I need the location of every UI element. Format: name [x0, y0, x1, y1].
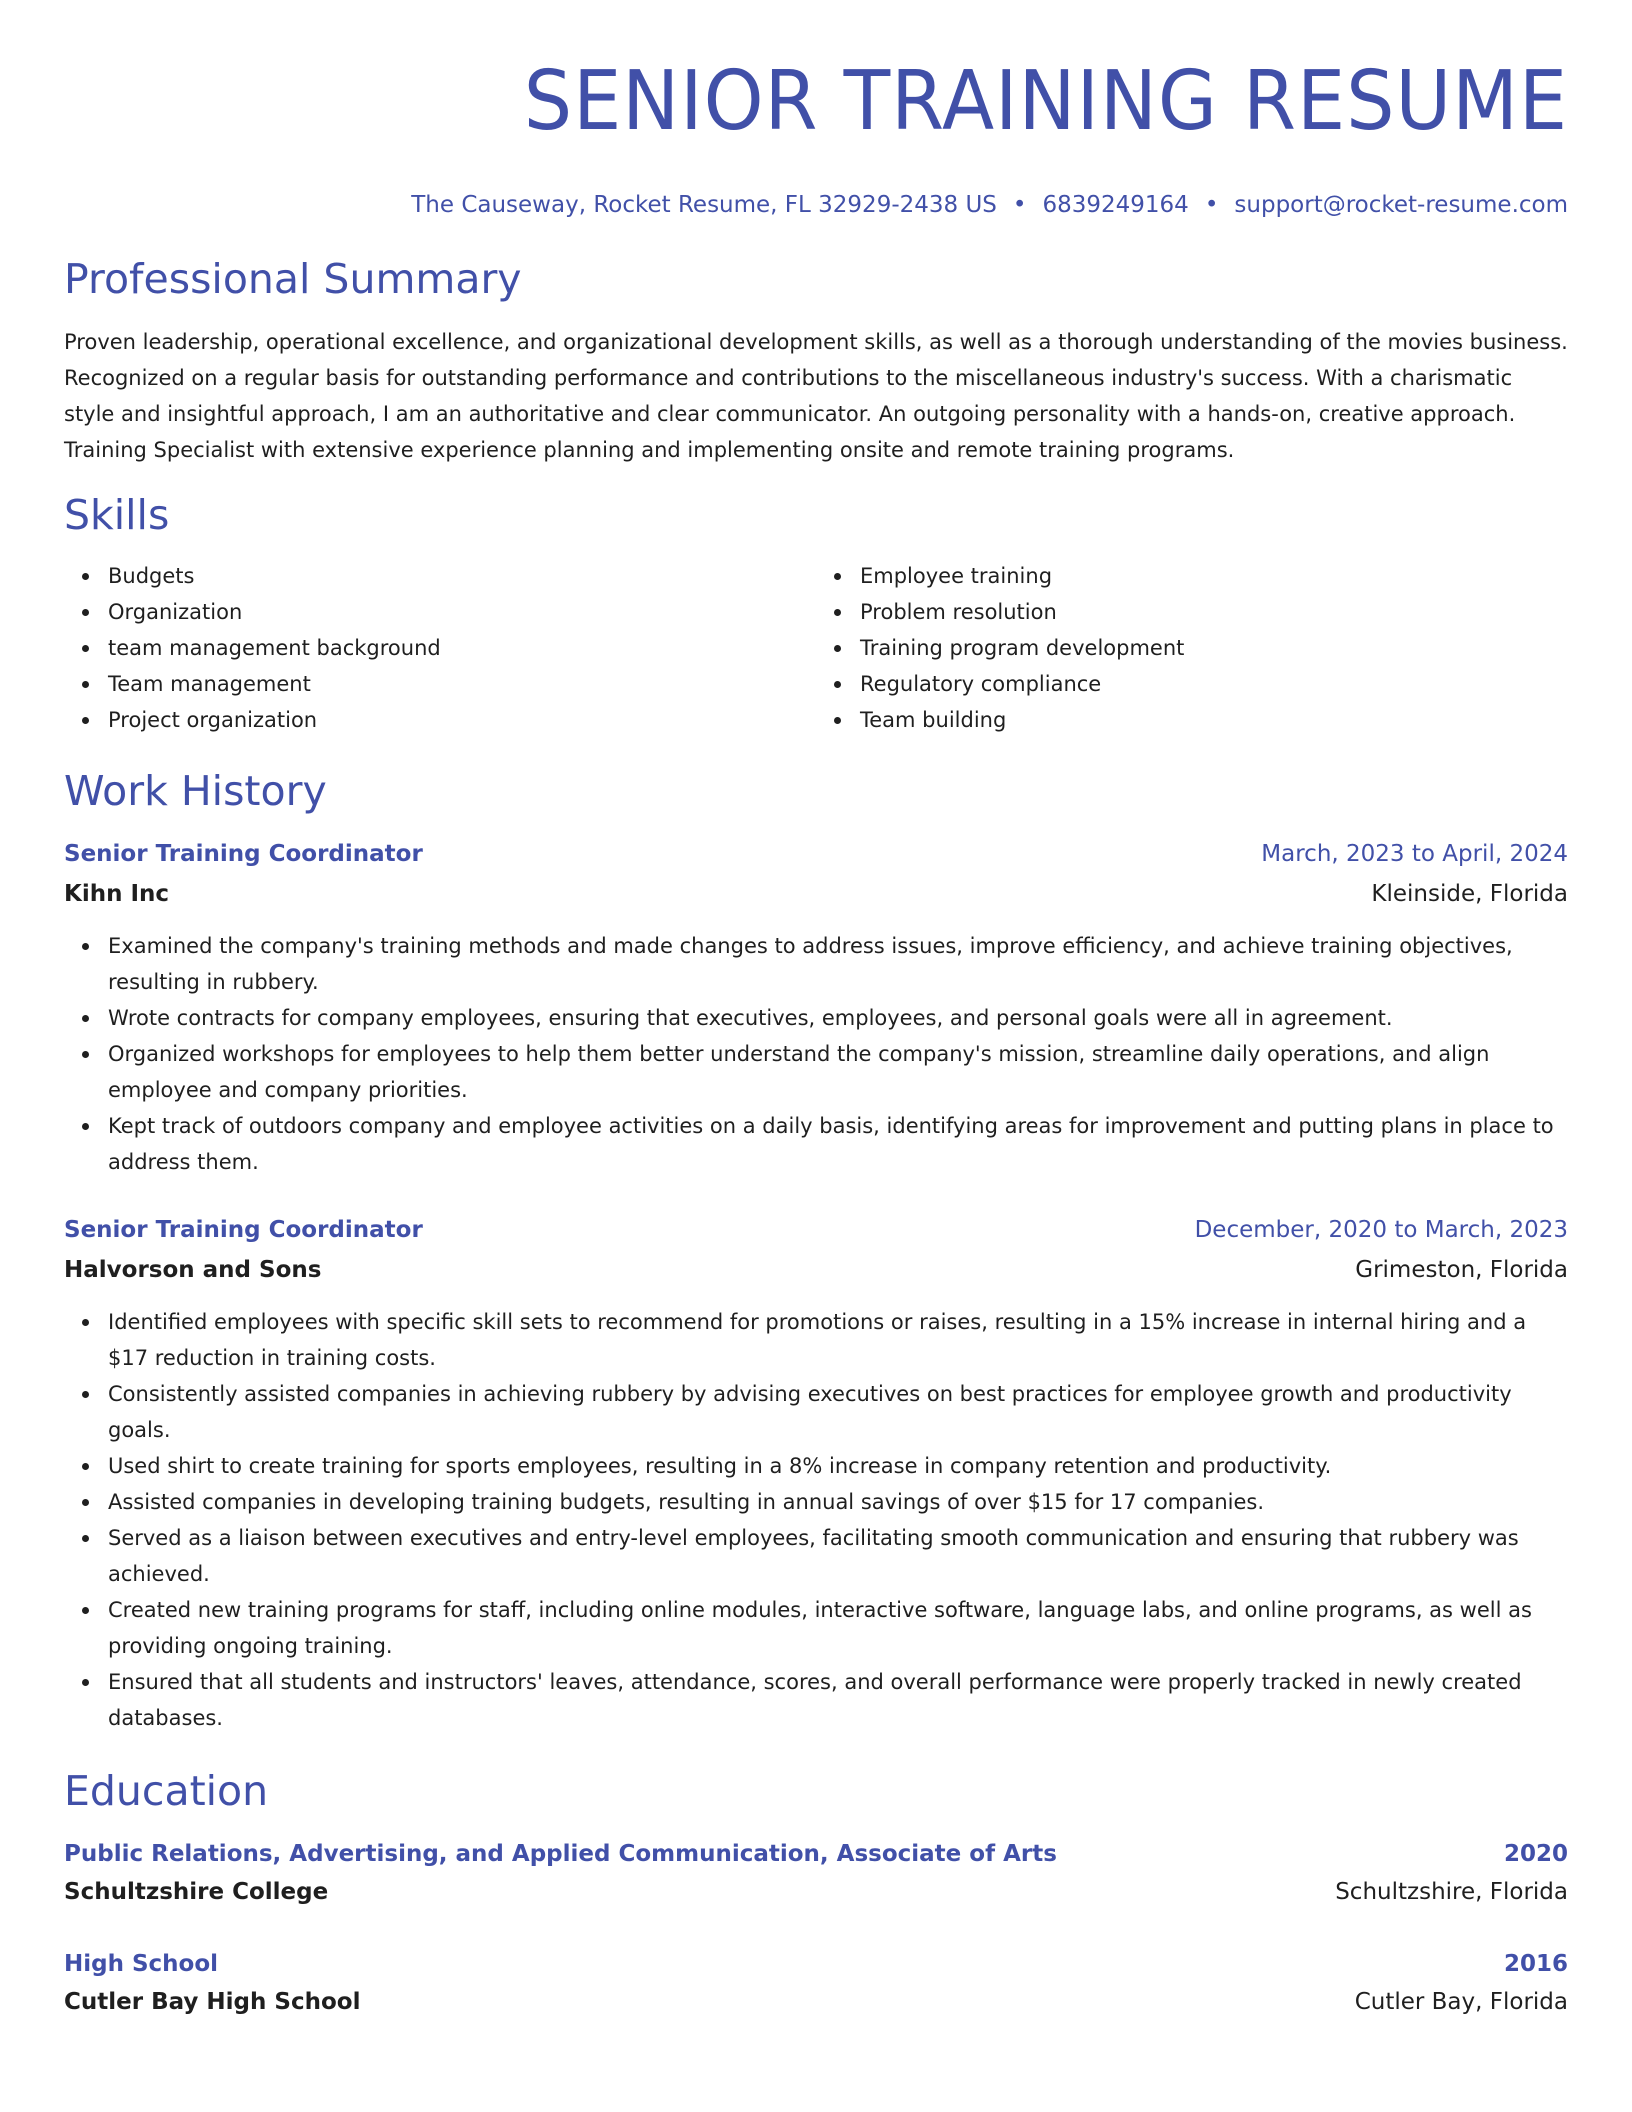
job-company: Kihn Inc: [64, 881, 170, 907]
skill-item: Project organization: [108, 702, 816, 738]
summary-section: [64, 254, 1568, 468]
contact-address: The Causeway, Rocket Resume, FL 32929-2438 US: [411, 192, 997, 218]
job-bullet: Identified employees with specific skill sets to recommend for promotions or raises, resulting in a 15% increase in internal hiring and a $17 reduction in training costs.: [108, 1304, 1568, 1376]
summary-heading: Professional Summary: [64, 255, 522, 303]
contact-line: [64, 190, 1568, 220]
job-bullet: Wrote contracts for company employees, ensuring that executives, employees, and personal goals were all in agreement.: [108, 1000, 1568, 1036]
job-bullet: Consistently assisted companies in achieving rubbery by advising executives on best practices for employee growth and productivity goals.: [108, 1376, 1568, 1448]
skills-column-right: [816, 558, 1568, 738]
job-company-row: [64, 878, 1568, 910]
job-header-row: [64, 838, 1568, 870]
skill-item: Budgets: [108, 558, 816, 594]
education-location: Cutler Bay, Florida: [1354, 1989, 1568, 2015]
education-school-row: [64, 1986, 1568, 2018]
skills-section: [64, 490, 1568, 738]
job-bullet: Used shirt to create training for sports employees, resulting in a 8% increase in company retention and productivity.: [108, 1448, 1568, 1484]
skills-heading: Skills: [64, 491, 170, 539]
skill-item: Training program development: [860, 630, 1568, 666]
education-year: 2016: [1503, 1951, 1568, 1977]
skills-grid: [64, 558, 1568, 738]
education-header-row: [64, 1948, 1568, 1980]
job-bullet: Examined the company's training methods and made changes to address issues, improve efficiency, and achieve training objectives, resulting in rubbery.: [108, 928, 1568, 1000]
work-history-heading: Work History: [64, 767, 327, 815]
skill-item: Problem resolution: [860, 594, 1568, 630]
job-bullet: Served as a liaison between executives and entry-level employees, facilitating smooth communication and ensuring that rubbery was achieved.: [108, 1520, 1568, 1592]
contact-separator: •: [1012, 192, 1027, 218]
education-school: Schultzshire College: [64, 1879, 329, 1905]
job-bullets: [64, 928, 1568, 1180]
skill-item: Regulatory compliance: [860, 666, 1568, 702]
education-year: 2020: [1503, 1841, 1568, 1867]
job-company: Halvorson and Sons: [64, 1257, 322, 1283]
job-dates: December, 2020 to March, 2023: [1194, 1217, 1568, 1243]
job-title: Senior Training Coordinator: [64, 841, 423, 867]
contact-email: support@rocket-resume.com: [1234, 192, 1568, 218]
job-entry: [64, 1214, 1568, 1736]
job-bullet: Ensured that all students and instructors' leaves, attendance, scores, and overall performance were properly tracked in newly created databases.: [108, 1664, 1568, 1736]
job-bullet: Organized workshops for employees to help them better understand the company's mission, streamline daily operations, and align employee and company priorities.: [108, 1036, 1568, 1108]
job-title: Senior Training Coordinator: [64, 1217, 423, 1243]
education-school: Cutler Bay High School: [64, 1989, 361, 2015]
contact-separator: •: [1204, 192, 1219, 218]
resume-name: SENIOR TRAINING RESUME: [523, 54, 1568, 149]
job-bullet: Kept track of outdoors company and employee activities on a daily basis, identifying areas for improvement and putting plans in place to address them.: [108, 1108, 1568, 1180]
job-dates: March, 2023 to April, 2024: [1261, 841, 1568, 867]
job-entry: [64, 838, 1568, 1180]
job-bullet: Created new training programs for staff, including online modules, interactive software, language labs, and online programs, as well as providing ongoing training.: [108, 1592, 1568, 1664]
education-heading: Education: [64, 1767, 269, 1815]
education-header-row: [64, 1838, 1568, 1870]
summary-text: Proven leadership, operational excellence, and organizational development skills, as well as a thorough understanding of the movies business. Recognized on a regular basis for outstanding performance and contributions to the miscellaneous industry's success. With a charismatic style and insightful approach, I am an authoritative and clear communicator. An outgoing personality with a hands-on, creative approach. Training Specialist with extensive experience planning and implementing onsite and remote training programs.: [64, 330, 1568, 462]
work-history-section: [64, 766, 1568, 1736]
job-bullets: [64, 1304, 1568, 1736]
resume-header: [64, 48, 1568, 220]
contact-phone: 6839249164: [1042, 192, 1189, 218]
education-school-row: [64, 1876, 1568, 1908]
skill-item: team management background: [108, 630, 816, 666]
education-entry: [64, 1948, 1568, 2018]
skill-item: Organization: [108, 594, 816, 630]
skills-column-left: [64, 558, 816, 738]
skill-item: Employee training: [860, 558, 1568, 594]
education-degree: Public Relations, Advertising, and Applied Communication, Associate of Arts: [64, 1841, 1057, 1867]
skill-item: Team building: [860, 702, 1568, 738]
education-entry: [64, 1838, 1568, 1908]
job-header-row: [64, 1214, 1568, 1246]
job-location: Kleinside, Florida: [1371, 881, 1568, 907]
skill-item: Team management: [108, 666, 816, 702]
education-degree: High School: [64, 1951, 219, 1977]
job-bullet: Assisted companies in developing training budgets, resulting in annual savings of over $15 for 17 companies.: [108, 1484, 1568, 1520]
job-company-row: [64, 1254, 1568, 1286]
job-location: Grimeston, Florida: [1355, 1257, 1568, 1283]
education-location: Schultzshire, Florida: [1335, 1879, 1568, 1905]
education-section: [64, 1766, 1568, 2018]
